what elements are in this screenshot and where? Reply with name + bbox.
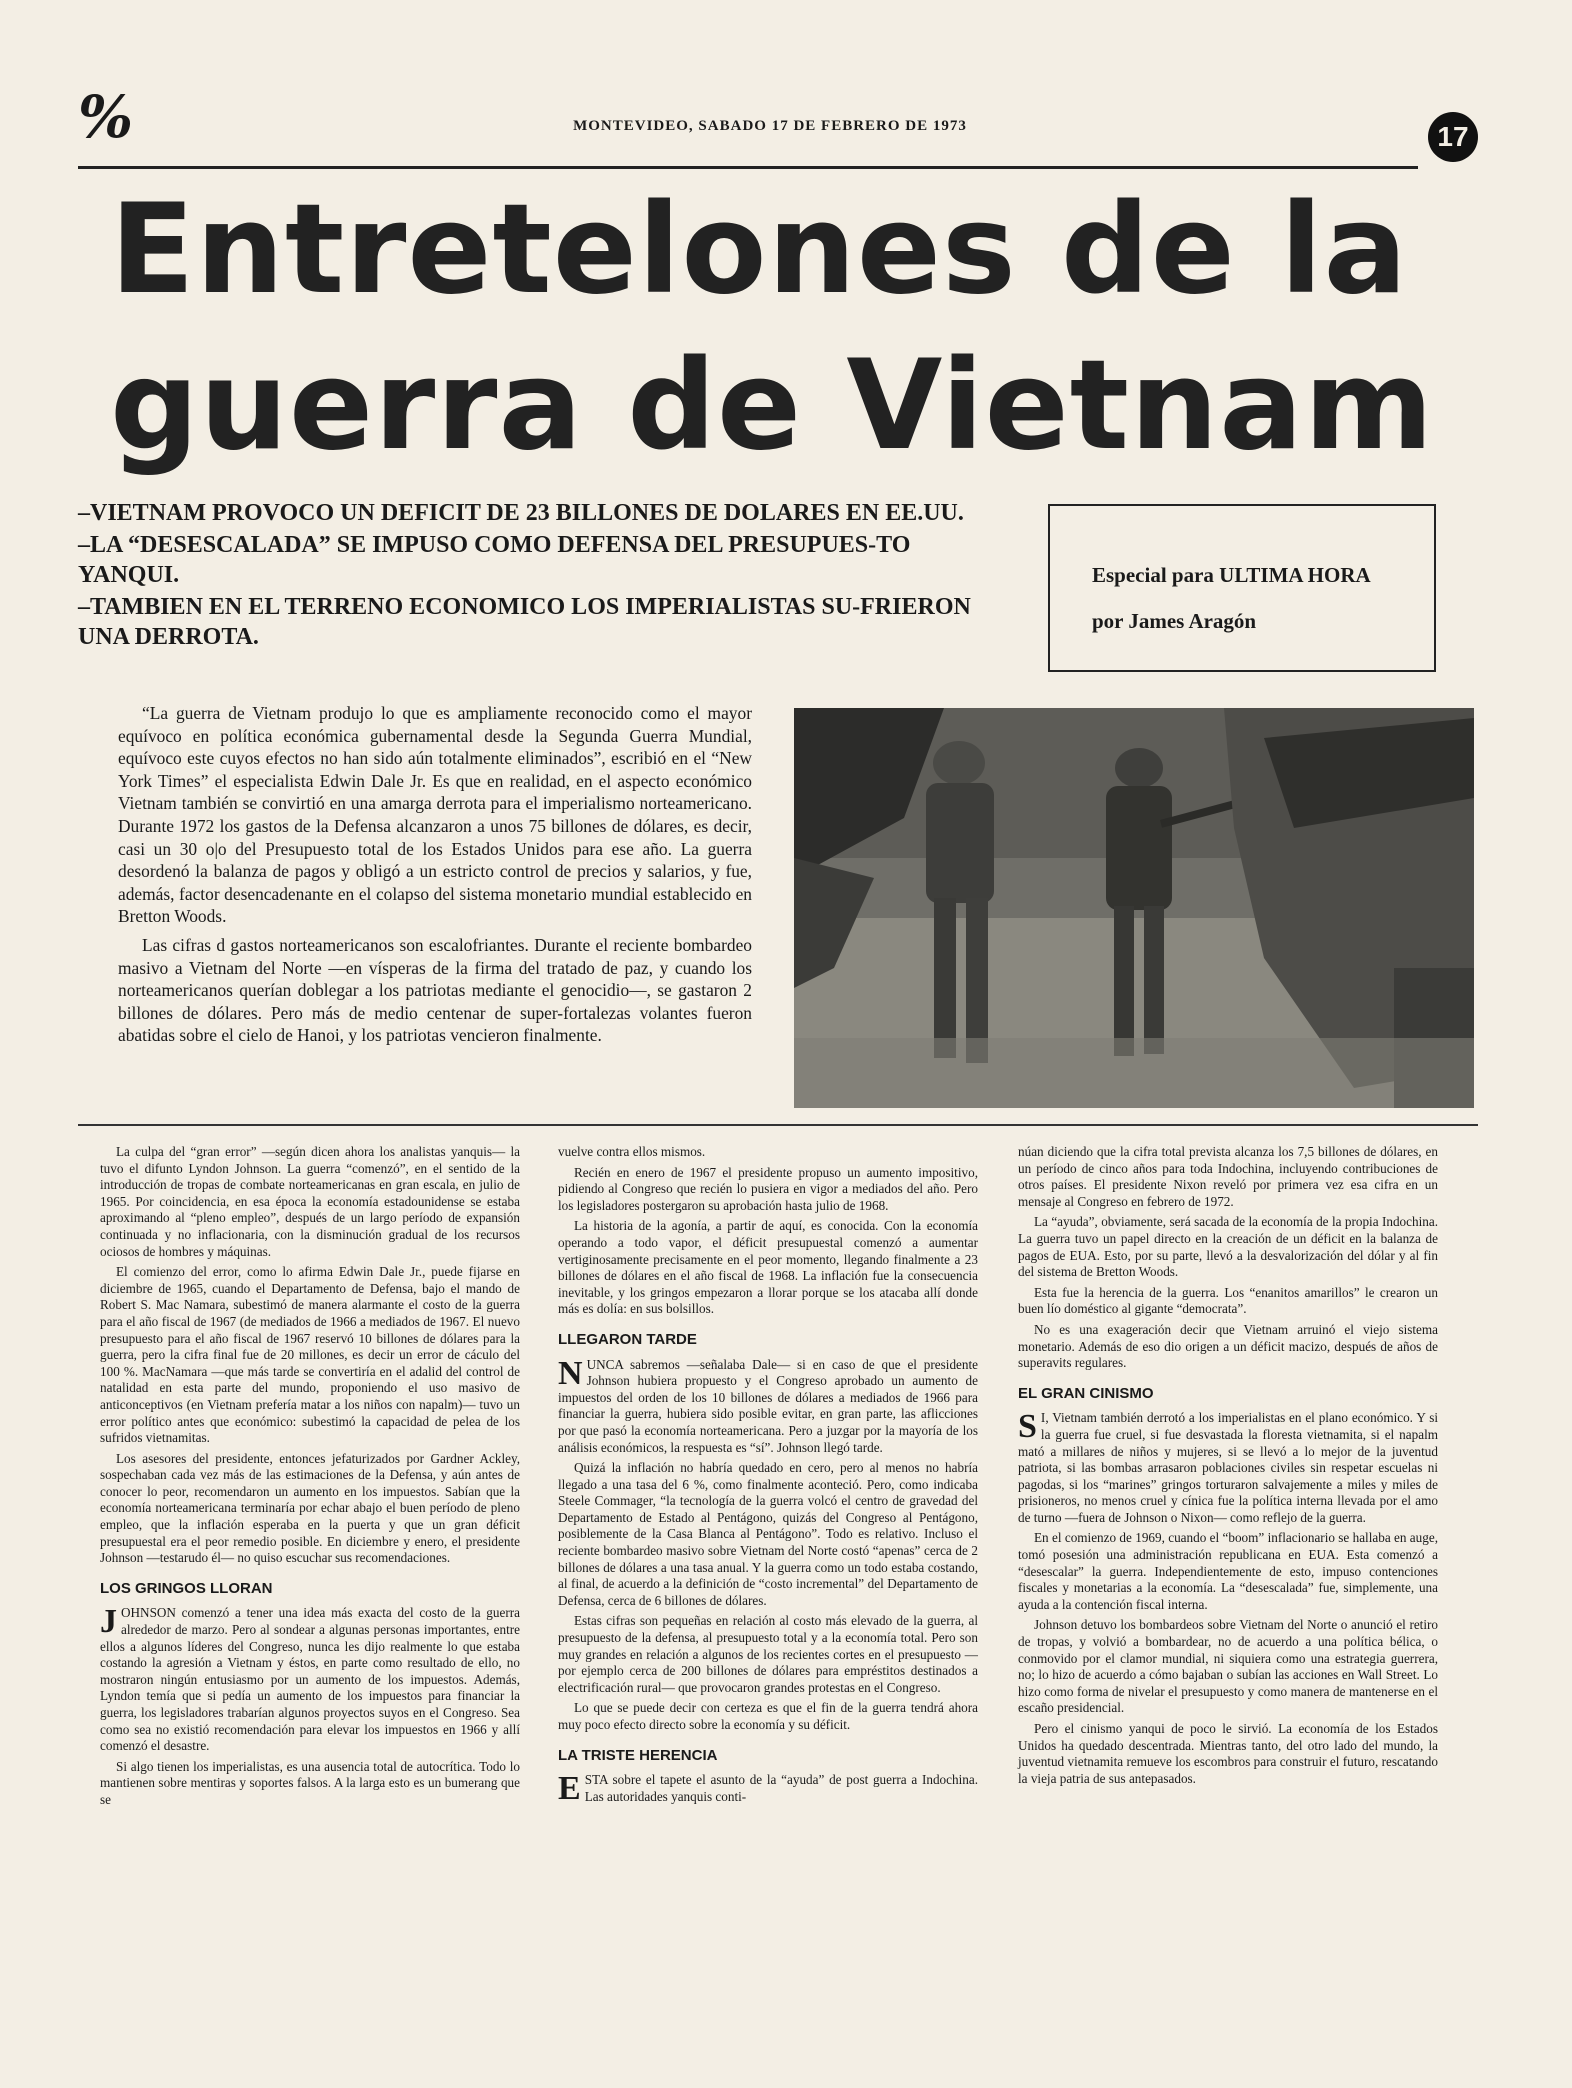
column-3-paragraph-5: Johnson detuvo los bombardeos sobre Vietnam del Norte o anunció el retiro de tropas, y volvió a bombardear, no de acuerdo a una política bélica, o conmovido por el clamor mundial, ni siquiera como una estrategia guerrera, no; lo hizo de acuerdo a cómo bajaban o subían las acciones en Wall Street. Lo hizo como forma de nivelar el presupuesto y como manera de mantenerse en el escaño presidencial. [1018, 1617, 1438, 1716]
article-column-1 [100, 1144, 520, 1813]
lead-text [118, 702, 752, 1053]
lead-paragraph-1: “La guerra de Vietnam produjo lo que es ampliamente reconocido como el mayor equívoco en política económica gubernamental desde la Segunda Guerra Mundial, equívoco este cuyos efectos no han sido aún totalmente eliminados”, escribió en el “New York Times” el especialista Edwin Dale Jr. Es que en realidad, en el aspecto económico Vietnam también se convirtió en una amarga derrota para el imperialismo norteamericano. Durante 1972 los gastos de la Defensa alcanzaron a unos 75 billones de dólares, es decir, casi un 30 o|o del Presupuesto total de los Estados Unidos para ese año. La guerra desordenó la balanza de pagos y obligó a un estricto control de precios y salarios, y fue, además, factor desencadenante en el colapso del sistema monetario mundial establecido en Bretton Woods. [118, 703, 752, 927]
column-3-paragraph-6: Pero el cinismo yanqui de poco le sirvió. La economía de los Estados Unidos ha quedado descentrada. Mientras tanto, del otro lado del mundo, la juventud vietnamita remueve los escombros para construir el futuro, rescatando la vieja patria de sus antepasados. [1018, 1721, 1438, 1786]
news-photo [794, 708, 1474, 1108]
drop-cap: E [558, 1770, 581, 1808]
byline-author: por James Aragón [1092, 609, 1257, 633]
column-3-drop-text: I, Vietnam también derrotó a los imperialistas en el plano económico. Y si la guerra fue cruel, si fue desvastada la floresta vietnamita, si el napalm mató a millares de niños y mujeres, si se llevó a lo mejor de la juventud patriota, si las bombas arrasaron poblaciones civiles sin respetar escuelas ni pagodas, si los “marines” gringos torturaron salvajemente a miles y miles de prisioneros, no menos cruel y cínica fue la política interna llevada por el amo de turno —fuera de Johnson o Nixon— como reflejo de la guerra. [1018, 1410, 1438, 1525]
section-heading-triste-herencia: LA TRISTE HERENCIA [558, 1746, 718, 1764]
lead-paragraph-2: Las cifras d gastos norteamericanos son escalofriantes. Durante el reciente bombardeo masivo a Vietnam del Norte —en vísperas de la firma del tratado de paz, y cuando los norteamericanos querían doblegar a los patriotas mediante el genocidio—, se gastaron 2 billones de dólares. Pero más de medio centenar de super-fortalezas volantes fueron abatidas sobre el cielo de Hanoi, y los patriotas vencieron finalmente. [118, 934, 752, 1046]
subhead-1: –VIETNAM PROVOCO UN DEFICIT DE 23 BILLONES DE DOLARES EN EE.UU. [78, 500, 964, 526]
column-2-paragraph-4: Estas cifras son pequeñas en relación al costo más elevado de la guerra, al presupuesto de la defensa, al presupuesto total y a la economía total. Pero son muy grandes en relación a algunos de los recientes cortes en el presupuesto —por ejemplo cerca de 200 billones de dólares para empréstitos destinados a electrificación rural— que provocaron grandes protestas en el Congreso. [558, 1613, 978, 1695]
section-heading-gringos-lloran: LOS GRINGOS LLORAN [100, 1579, 273, 1597]
headline [110, 172, 1460, 484]
column-2-paragraph-5: Lo que se puede decir con certeza es que el fin de la guerra tendrá ahora muy poco efecto directo sobre la economía y su déficit. [558, 1700, 978, 1732]
byline-special: Especial para ULTIMA HORA [1092, 563, 1371, 587]
column-2-drop-text-2: STA sobre el tapete el asunto de la “ayuda” de post guerra a Indochina. Las autoridades yanquis conti- [584, 1772, 978, 1804]
column-1-drop-text: OHNSON comenzó a tener una idea más exacta del costo de la guerra alrededor de marzo. Pero al sondear a algunas personas importantes, entre ellos a algunos líderes del Congreso, nunca les dijo realmente lo que estaba costando la agresión a Vietnam y éstos, en parte como resultado de ello, no mostraron ningún entusiasmo por un aumento de los impuestos. Además, Lyndon temía que si pedía un aumento de los impuestos para financiar la guerra, los legisladores trabarían algunos proyectos suyos en el Congreso. Sea como sea no existió recomendación para elevar los impuestos en 1966 y allí comenzó el desastre. [100, 1605, 520, 1754]
column-2-drop-paragraph [558, 1354, 978, 1457]
column-2-paragraph-1: Recién en enero de 1967 el presidente propuso un aumento impositivo, pidiendo al Congreso que recién lo pusiera en vigor a mediados del año. Pero los legisladores postergaron su aprobación hasta julio de 1968. [558, 1164, 978, 1213]
column-1-paragraph-3: Los asesores del presidente, entonces jefaturizados por Gardner Ackley, sospechaban cada vez más de las estimaciones de la Defensa, y aún antes de conocer lo peor, recomendaron un aumento en los impuestos. Sabían que la economía norteamericana terminaría por echar abajo el buen período de pleno empleo, que la inflación esperaba en la puerta y que un gran déficit presupuestal era el peor remedio posible. En diciembre y enero, el presidente Johnson —testarudo él— no quiso escuchar sus recomendaciones. [100, 1450, 520, 1566]
drop-cap: N [558, 1354, 583, 1392]
column-3-paragraph-1: La “ayuda”, obviamente, será sacada de la economía de la propia Indochina. La guerra tuvo un papel directo en la creación de un déficit en la balanza de pagos de EUA. Esto, por su parte, llevó a la desvalorización del dólar y al fin del sistema de Bretton Woods. [1018, 1214, 1438, 1280]
column-2-continuation: vuelve contra ellos mismos. [558, 1144, 706, 1159]
masthead-logo: % [78, 83, 134, 151]
drop-cap: S [1018, 1408, 1037, 1446]
column-2-drop-text: UNCA sabremos —señalaba Dale— si en caso de que el presidente Johnson hubiera propuesto y el Congreso aprobado un aumento de impuestos del orden de los 10 billones de dólares a mediados de 1966 para financiar la guerra, hubiera sido posible evitar, en gran parte, las aflicciones por que pasó la economía norteamericana. Pero a juzgar por la mayoría de los análisis económicos, la respuesta es “sí”. Johnson llegó tarde. [558, 1356, 978, 1455]
column-1-paragraph-last: Si algo tienen los imperialistas, es una ausencia total de autocrítica. Todo lo mantienen sobre mentiras y soportes falsos. A la larga esto es un bumerang que se [100, 1758, 520, 1807]
section-divider [78, 1124, 1478, 1126]
dateline: MONTEVIDEO, SABADO 17 DE FEBRERO DE 1973 [573, 118, 967, 134]
column-1-drop-paragraph [100, 1605, 520, 1754]
byline-box [1048, 504, 1436, 672]
column-3-paragraph-4: En el comienzo de 1969, cuando el “boom” inflacionario se hallaba en auge, tomó posesión una administración republicana en EUA. Esta comenzó a “desescalar” la guerra. Independientemente de esto, impuso contenciones fiscales y monetarias a la economía. La “desescalada” fue, simplemente, una ayuda a la contención fiscal interna. [1018, 1530, 1438, 1612]
subhead-2: –LA “DESESCALADA” SE IMPUSO COMO DEFENSA DEL PRESUPUES-TO YANQUI. [78, 532, 911, 588]
masthead-rule [78, 166, 1418, 169]
section-heading-llegaron-tarde: LLEGARON TARDE [558, 1330, 697, 1348]
subhead-3: –TAMBIEN EN EL TERRENO ECONOMICO LOS IMPERIALISTAS SU-FRIERON UNA DERROTA. [78, 594, 971, 650]
column-2-paragraph-2: La historia de la agonía, a partir de aquí, es conocida. Con la economía operando a todo vapor, el déficit presupuestal comenzó a aumentar vertiginosamente precisamente en el peor momento, llegando finalmente a 23 billones de dólares en el año fiscal de 1968. La inflación fue la consecuencia inevitable, y los gringos empezaron a llorar porque se los atacaba allí donde más es dolía: en sus bolsillos. [558, 1218, 978, 1317]
section-heading-gran-cinismo: EL GRAN CINISMO [1018, 1384, 1154, 1402]
headline-line-1: Entretelones de la [110, 178, 1409, 322]
column-1-paragraph-2: El comienzo del error, como lo afirma Edwin Dale Jr., puede fijarse en diciembre de 1965, cuando el Departamento de Defensa, bajo el mando de Robert S. Mac Namara, subestimó de manera alarmante el costo de la guerra para el año fiscal de 1967 (de mediados de 1966 a mediados de 1967. El nuevo presupuesto para el año fiscal de 1967 reservó 10 billones de dólares para la guerra, pero la cifra final fue de 20 millones, es decir un error de cáculo del 100 %. MacNamara —que más tarde se convertiría en el adalid del control de natalidad en esta parte del mundo, proponiendo el uso masivo de anticonceptivos (en Vietnam prefería matar a los niños con napalm)— tuvo un error político antes que económico: subestimó la capacidad de pelea de los sufridos vietnamitas. [100, 1264, 520, 1446]
headline-line-2: guerra de Vietnam [110, 334, 1435, 478]
drop-cap: J [100, 1603, 117, 1641]
column-3-drop-paragraph [1018, 1410, 1438, 1526]
article-column-3 [1018, 1144, 1438, 1791]
column-1-paragraph-1: La culpa del “gran error” —según dicen ahora los analistas yanquis— la tuvo el difunto Lyndon Johnson. La guerra “comenzó”, en el sentido de la introducción de tropas de combate norteamericanas en gran escala, en julio de 1965. Por coincidencia, en esa época la economía estadounidense se estaba aproximando al “pleno empleo”, después de un largo período de expansión continuada y no inflacionaria, con la disminución gradual de los recursos ociosos de hombres y máquinas. [100, 1144, 520, 1259]
soldiers-photo-image [794, 708, 1474, 1108]
column-2-paragraph-3: Quizá la inflación no habría quedado en cero, pero al menos no habría llegado a una tasa del 6 %, como finalmente aconteció. Pero, como indicaba Steele Commager, “la tecnología de la guerra volcó el centro de gravedad del Departamento de Estado al Pentágono, quizás del Congreso al Pentágono, posiblemente de la Casa Blanca al Pentágono”. Todo es relativo. Incluso el reciente bombardeo masivo sobre Vietnam del Norte costó “apenas” cerca de 2 billones de dólares a una tasa anual. Y la guerra como un todo estaba costando, al final, de acuerdo a la definición de “costo incremental” del Departamento de Defensa, cerca de 6 billones de dólares. [558, 1460, 978, 1608]
column-3-paragraph-2: Esta fue la herencia de la guerra. Los “enanitos amarillos” le crearon un buen lío doméstico al gigante “democrata”. [1018, 1284, 1438, 1317]
page-number-badge: 17 [1428, 112, 1478, 162]
column-2-drop-paragraph-2 [558, 1770, 978, 1808]
subheads [78, 498, 1013, 654]
article-column-2 [558, 1144, 978, 1809]
column-3-paragraph-3: No es una exageración decir que Vietnam arruinó el viejo sistema monetario. Además de eso dio origen a un déficit macizo, después de años de superavits regulares. [1018, 1321, 1438, 1371]
column-3-continuation: núan diciendo que la cifra total prevista alcanza los 7,5 billones de dólares, en un período de cinco años para toda Indochina, incluyendo contribuciones de otros países. El presidente Nixon reveló por primera vez esa cifra en un mensaje al Congreso en febrero de 1972. [1018, 1144, 1438, 1209]
